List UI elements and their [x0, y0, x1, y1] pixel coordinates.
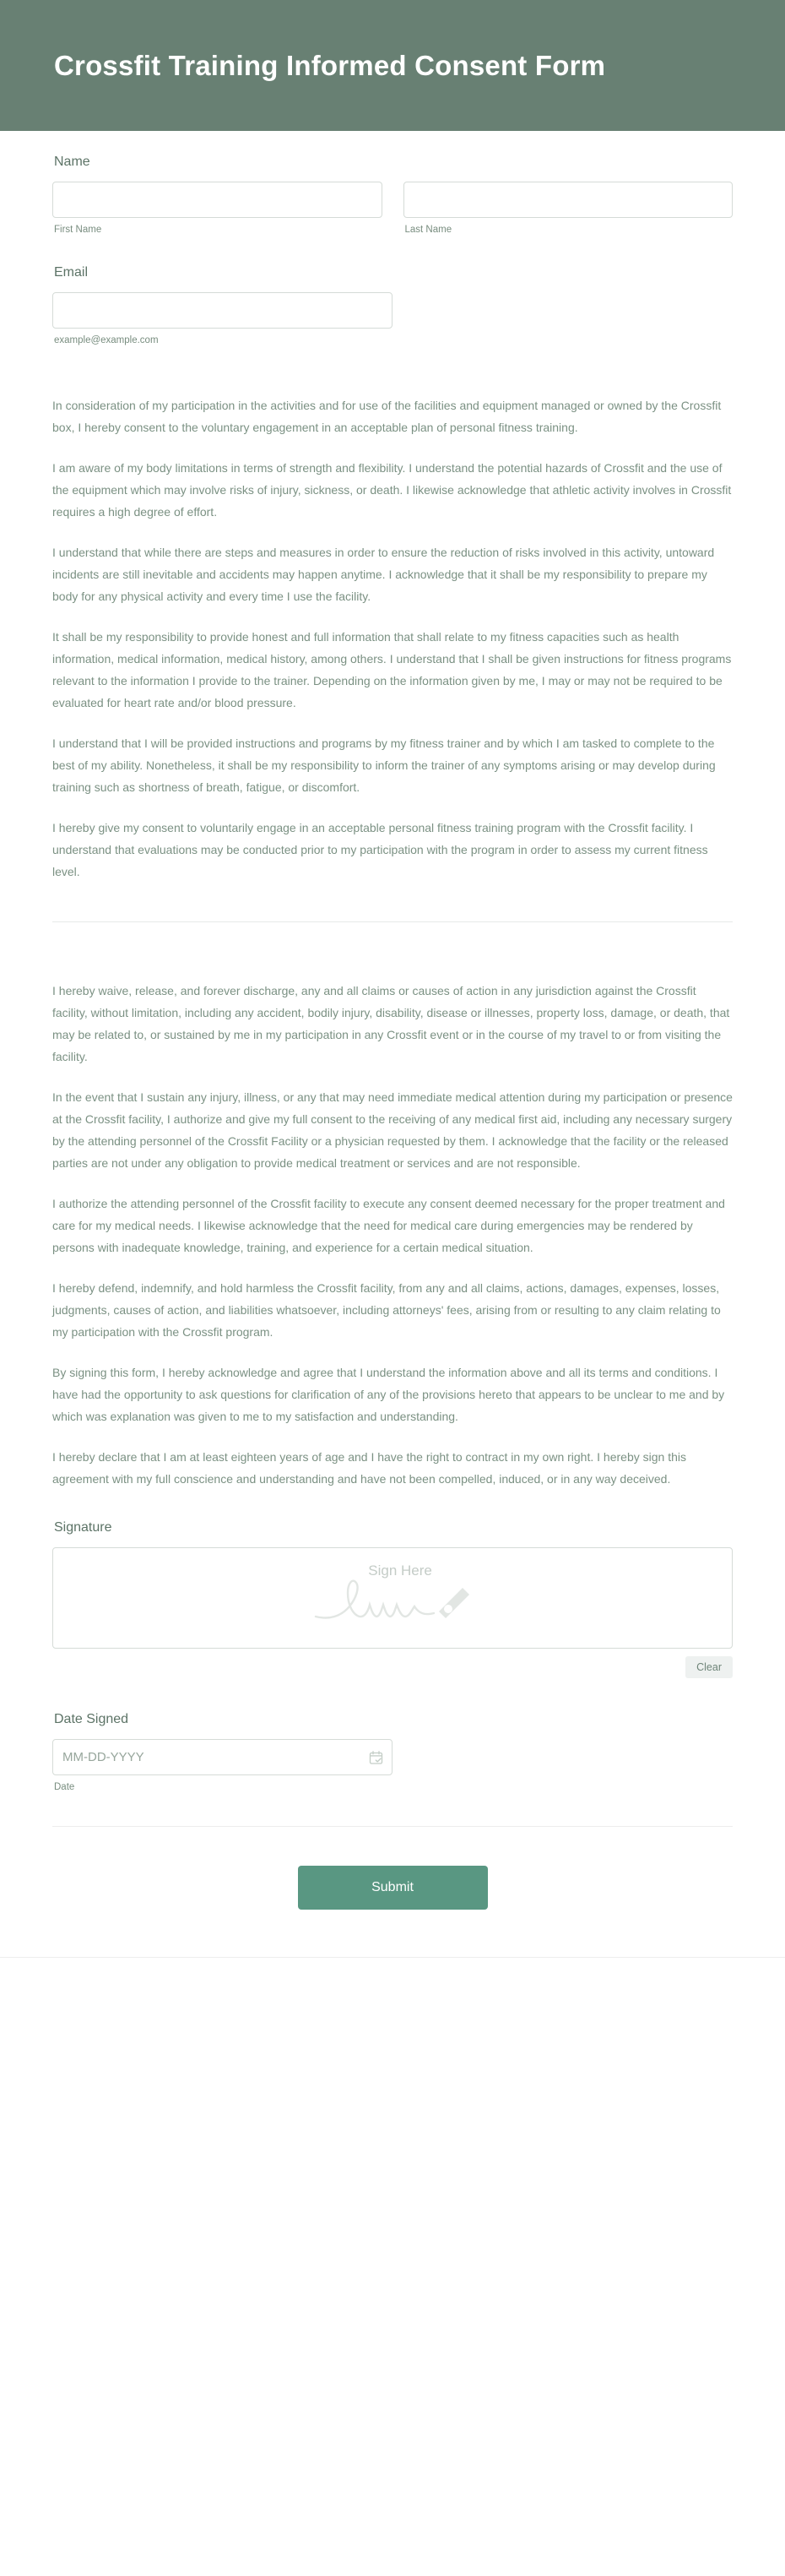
signature-field-group	[52, 1520, 733, 1678]
consent-paragraph: I understand that while there are steps and measures in order to ensure the reduction of risks involved in this activity, untoward incidents are still inevitable and accidents may happen anytime. I acknowledge that it shall be my responsibility to prepare my body for any physical activity and every time I use the facility.	[52, 546, 715, 603]
email-label: Email	[54, 265, 89, 280]
signature-placeholder	[53, 1562, 732, 1627]
name-field-group	[52, 155, 733, 235]
form-header	[0, 0, 785, 131]
waiver-paragraph: I authorize the attending personnel of the Crossfit facility to execute any consent deemed necessary for the proper treatment and care for my medical needs. I likewise acknowledge that the need for medical care during emergencies may be rendered by persons with inadequate knowledge, training, and experience for a certain medical situation.	[52, 1197, 725, 1254]
consent-paragraph: In consideration of my participation in the activities and for use of the facilities and equipment managed or owned by the Crossfit box, I hereby consent to the voluntary engagement in an acceptable plan of personal fitness training.	[52, 399, 722, 434]
consent-paragraph: It shall be my responsibility to provide honest and full information that shall relate to my fitness capacities such as health information, medical information, medical history, among others. I understand that I shall be given instructions for fitness programs relevant to the information I provide to the trainer. Depending on the information given by me, I may or may not be required to be evaluated for heart rate and/or blood pressure.	[52, 630, 732, 709]
date-signed-label: Date Signed	[54, 1712, 129, 1726]
signature-label: Signature	[54, 1520, 112, 1535]
page-title: Crossfit Training Informed Consent Form	[54, 49, 606, 81]
form-footer	[0, 1827, 785, 1957]
waiver-paragraph: I hereby defend, indemnify, and hold harmless the Crossfit facility, from any and all claims, actions, damages, expenses, losses, judgments, causes of action, and liabilities whatsoever, including attorneys' fees, arising from or resulting to any claim relating to my participation with the Crossfit program.	[52, 1281, 721, 1339]
page-bottom-rule	[0, 1957, 785, 1958]
waiver-paragraph: In the event that I sustain any injury, illness, or any that may need immediate medical attention during my participation or presence at the Crossfit facility, I authorize and give my full consent to the receiving of any medical first aid, including any necessary surgery by the attending personnel of the Crossfit Facility or a physician requested by them. I acknowledge that the facility or the released parties are not under any obligation to provide medical treatment or services and are not responsible.	[52, 1090, 733, 1170]
consent-paragraph: I am aware of my body limitations in terms of strength and flexibility. I understand the potential hazards of Crossfit and the use of the equipment which may involve risks of injury, sickness, or death. I likewise acknowledge that athletic activity involves in Crossfit requires a high degree of effort.	[52, 461, 732, 519]
consent-paragraph: I hereby give my consent to voluntarily engage in an acceptable personal fitness training program with the Crossfit facility. I understand that evaluations may be conducted prior to my participation with the program in order to assess my current fitness level.	[52, 821, 708, 878]
pen-nib-icon	[439, 1588, 469, 1618]
last-name-column	[403, 182, 734, 235]
consent-section	[52, 376, 733, 883]
clear-button-row	[52, 1656, 733, 1678]
first-name-input[interactable]	[52, 182, 382, 218]
form-body	[0, 131, 785, 1827]
waiver-paragraph: I hereby waive, release, and forever discharge, any and all claims or causes of action in any jurisdiction against the Crossfit facility, without limitation, including any accident, bodily injury, disability, disease or illnesses, property loss, damage, or death, that may be related to, or sustained by me in my participation in any Crossfit event or in the course of my travel to or from visiting the facility.	[52, 984, 730, 1063]
waiver-paragraph: I hereby declare that I am at least eighteen years of age and I have the right to contract in my own right. I hereby sign this agreement with my full conscience and understanding and have not been compelled, induced, or in any way deceived.	[52, 1450, 686, 1486]
email-sub-label: example@example.com	[54, 335, 159, 345]
section-divider	[52, 921, 733, 922]
sign-here-label: Sign Here	[368, 1562, 432, 1579]
email-field-group	[52, 265, 733, 345]
date-signed-input[interactable]	[52, 1739, 392, 1775]
email-input[interactable]	[52, 292, 392, 329]
date-signed-sub-label: Date	[54, 1782, 75, 1792]
name-inputs-row	[52, 182, 733, 235]
waiver-paragraph: By signing this form, I hereby acknowledge and agree that I understand the information above and all its terms and conditions. I have had the opportunity to ask questions for clarification of any of the provisions hereto that appears to be unclear to me and by which was explanation was given to me to my satisfaction and understanding.	[52, 1366, 725, 1423]
clear-signature-button[interactable]: Clear	[685, 1656, 733, 1678]
date-input-wrapper	[52, 1739, 392, 1775]
consent-paragraph: I understand that I will be provided instructions and programs by my fitness trainer and by which I am tasked to complete to the best of my ability. Nonetheless, it shall be my responsibility to inform the trainer of any symptoms arising or may develop during training such as shortness of breath, fatigue, or discomfort.	[52, 736, 716, 794]
submit-button[interactable]: Submit	[298, 1866, 488, 1910]
email-column	[52, 292, 392, 345]
last-name-sub-label: Last Name	[404, 225, 452, 235]
waiver-section	[52, 961, 733, 1490]
name-label: Name	[54, 155, 90, 169]
signature-pad[interactable]	[52, 1547, 733, 1649]
last-name-input[interactable]	[403, 182, 734, 218]
first-name-column	[52, 182, 382, 235]
first-name-sub-label: First Name	[54, 225, 102, 235]
date-signed-field-group	[52, 1712, 733, 1792]
signature-scribble-icon	[312, 1569, 473, 1627]
